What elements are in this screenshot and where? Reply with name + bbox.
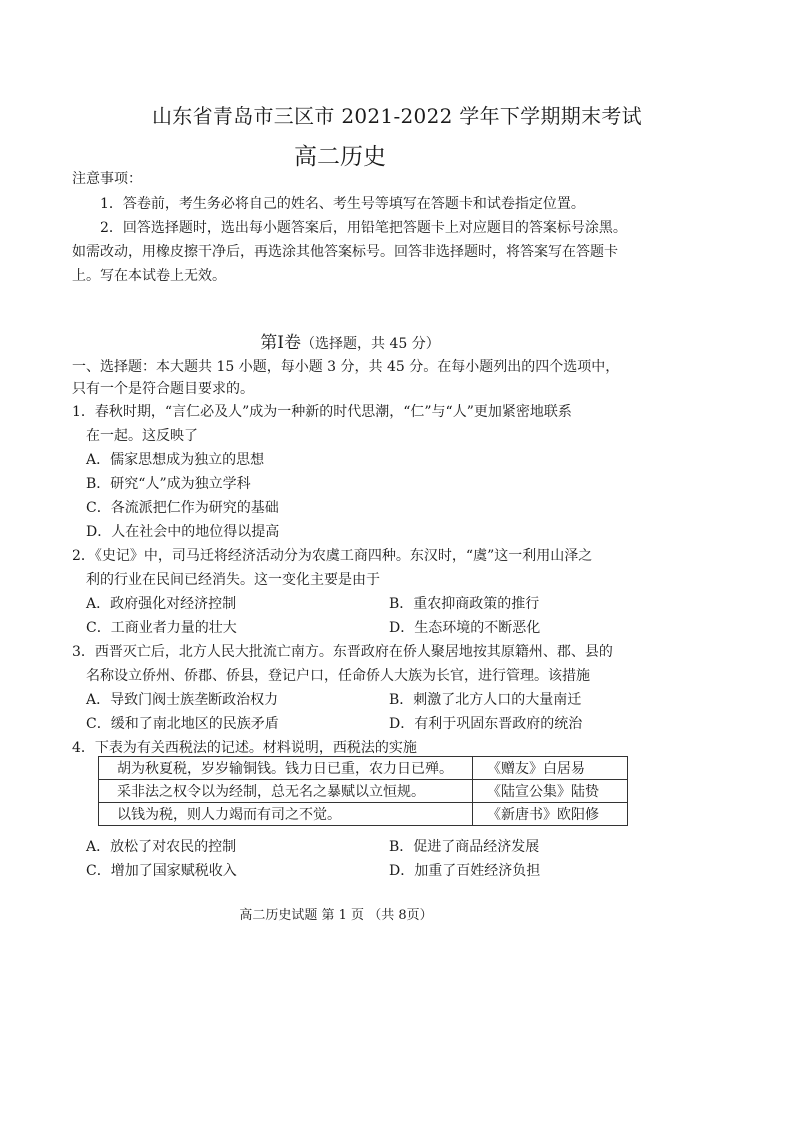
q1-stem-line2: 在一起。这反映了 bbox=[86, 428, 198, 444]
q3-stem-line2: 名称设立侨州、侨郡、侨县，登记户口，任命侨人大族为长官，进行管理。该措施 bbox=[86, 668, 590, 684]
q2-stem-line2: 利的行业在民间已经消失。这一变化主要是由于 bbox=[86, 572, 380, 588]
source-quote: 胡为秋夏税，岁岁输铜钱。钱力日已重，农力日已殚。 bbox=[99, 757, 473, 780]
source-attribution: 《赠友》白居易 bbox=[473, 757, 628, 780]
source-attribution: 《新唐书》欧阳修 bbox=[473, 803, 628, 826]
q1-option-b: B．研究“人”成为独立学科 bbox=[86, 476, 251, 492]
section-subtitle: （选择题，共 45 分） bbox=[301, 336, 440, 352]
section-heading bbox=[0, 328, 700, 353]
page-footer: 高二历史试题 第 1 页 （共 8页） bbox=[239, 908, 433, 923]
q2-option-d: D．生态环境的不断恶化 bbox=[389, 620, 541, 636]
q1-option-c: C．各流派把仁作为研究的基础 bbox=[86, 500, 279, 516]
q3-option-c: C．缓和了南北地区的民族矛盾 bbox=[86, 716, 279, 732]
q1-stem-line1: 1．春秋时期，“言仁必及人”成为一种新的时代思潮，“仁”与“人”更加紧密地联系 bbox=[72, 404, 572, 420]
exam-title: 山东省青岛市三区市 2021-2022 学年下学期期末考试 bbox=[152, 104, 642, 128]
exam-subject: 高二历史 bbox=[294, 144, 386, 170]
q1-option-a: A．儒家思想成为独立的思想 bbox=[86, 452, 265, 468]
q2-stem-line1: 2．《史记》中，司马迁将经济活动分为农虞工商四种。东汉时，“虞”这一利用山泽之 bbox=[72, 548, 593, 564]
q4-option-d: D．加重了百姓经济负担 bbox=[389, 863, 541, 879]
section-instruction-line1: 一、选择题：本大题共 15 小题，每小题 3 分，共 45 分。在每小题列出的四个选项中， bbox=[72, 359, 620, 375]
notice-heading: 注意事项： bbox=[72, 171, 142, 187]
table-row bbox=[99, 803, 628, 826]
section-instruction-line2: 只有一个是符合题目要求的。 bbox=[72, 381, 254, 397]
q1-option-d: D．人在社会中的地位得以提高 bbox=[86, 524, 280, 540]
notice-item-2-line1: 2．回答选择题时，选出每小题答案后，用铅笔把答题卡上对应题目的答案标号涂黑。 bbox=[100, 220, 627, 236]
q3-option-d: D．有利于巩固东晋政府的统治 bbox=[389, 716, 583, 732]
q3-stem-line1: 3．西晋灭亡后，北方人民大批流亡南方。东晋政府在侨人聚居地按其原籍州、郡、县的 bbox=[72, 644, 613, 660]
source-quote: 以钱为税，则人力竭而有司之不觉。 bbox=[99, 803, 473, 826]
q2-option-c: C．工商业者力量的壮大 bbox=[86, 620, 237, 636]
section-title: 第Ⅰ卷 bbox=[260, 333, 301, 353]
notice-item-1: 1．答卷前，考生务必将自己的姓名、考生号等填写在答题卡和试卷指定位置。 bbox=[100, 196, 585, 212]
q4-option-c: C．增加了国家赋税收入 bbox=[86, 863, 237, 879]
q2-option-b: B．重农抑商政策的推行 bbox=[389, 596, 540, 612]
q3-option-b: B．刺激了北方人口的大量南迁 bbox=[389, 692, 582, 708]
q4-stem: 4．下表为有关西税法的记述。材料说明，西税法的实施 bbox=[72, 740, 417, 756]
q4-option-b: B．促进了商品经济发展 bbox=[389, 839, 540, 855]
q4-source-table bbox=[98, 756, 628, 826]
q2-option-a: A．政府强化对经济控制 bbox=[86, 596, 237, 612]
table-row bbox=[99, 780, 628, 803]
source-attribution: 《陆宣公集》陆贽 bbox=[473, 780, 628, 803]
q4-option-a: A．放松了对农民的控制 bbox=[86, 839, 237, 855]
notice-item-2-line3: 上。写在本试卷上无效。 bbox=[72, 268, 226, 284]
notice-item-2-line2: 如需改动，用橡皮擦干净后，再选涂其他答案标号。回答非选择题时，将答案写在答题卡 bbox=[72, 244, 618, 260]
q3-option-a: A．导致门阀士族垄断政治权力 bbox=[86, 692, 279, 708]
table-row bbox=[99, 757, 628, 780]
source-quote: 采非法之权令以为经制，总无名之暴赋以立恒规。 bbox=[99, 780, 473, 803]
